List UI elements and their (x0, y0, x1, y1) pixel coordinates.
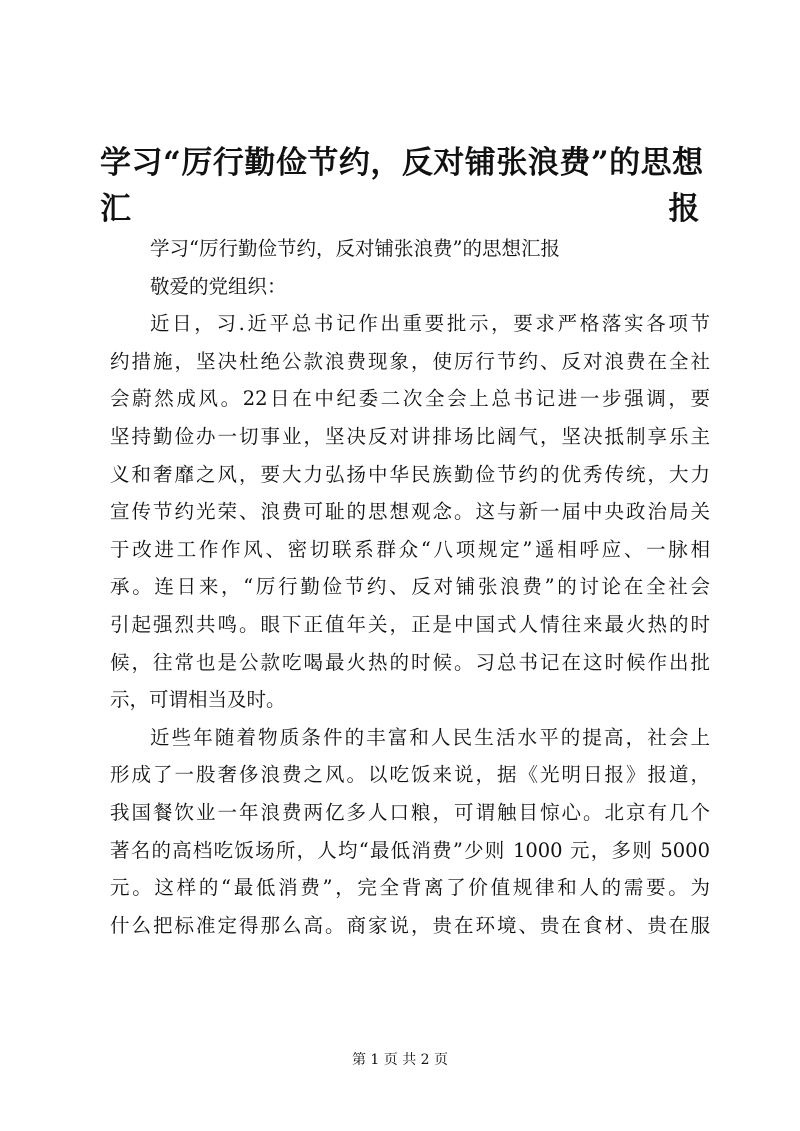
subtitle-line: 学习“厉行勤俭节约，反对铺张浪费”的思想汇报 (150, 237, 560, 260)
paragraph-line: 宣传节约光荣、浪费可耻的思想观念。这与新一届中央政治局关 (110, 500, 710, 524)
paragraph-line: 于改进工作作风、密切联系群众“八项规定”遥相呼应、一脉相 (110, 537, 710, 561)
paragraph-line: 会蔚然成风。22日在中纪委二次全会上总书记进一步强调，要 (110, 387, 710, 411)
paragraph-line: 近日，习.近平总书记作出重要批示，要求严格落实各项节 (150, 312, 710, 336)
paragraph-line: 什么把标准定得那么高。商家说，贵在环境、贵在食材、贵在服 (110, 913, 710, 937)
body-paragraph-1 (110, 305, 710, 719)
paragraph-line: 义和奢靡之风，要大力弘扬中华民族勤俭节约的优秀传统，大力 (110, 462, 710, 486)
title-line: 汇报 (100, 191, 700, 227)
title-line: 学习“厉行勤俭节约，反对铺张浪费”的思想 (100, 145, 704, 181)
paragraph-line: 候，往常也是公款吃喝最火热的时候。习总书记在这时候作出批 (110, 650, 710, 674)
paragraph-line: 近些年随着物质条件的丰富和人民生活水平的提高，社会上 (150, 725, 710, 749)
paragraph-line: 元。这样的“最低消费”，完全背离了价值规律和人的需要。为 (110, 876, 710, 900)
subtitle-paragraph (110, 230, 710, 268)
paragraph-line: 示，可谓相当及时。 (110, 688, 286, 712)
salutation-line: 敬爱的党组织： (150, 274, 287, 298)
paragraph-line: 形成了一股奢侈浪费之风。以吃饭来说，据《光明日报》报道， (110, 763, 710, 787)
paragraph-line: 坚持勤俭办一切事业，坚决反对讲排场比阔气，坚决抵制享乐主 (110, 424, 710, 448)
body-paragraph-2 (110, 719, 710, 945)
paragraph-line: 著名的高档吃饭场所，人均“最低消费”少则 1000 元，多则 5000 (110, 838, 710, 862)
document-title (100, 140, 704, 232)
document-body (110, 230, 710, 944)
paragraph-line: 承。连日来，“厉行勤俭节约、反对铺张浪费”的讨论在全社会 (110, 575, 710, 599)
salutation-paragraph (110, 268, 710, 306)
paragraph-line: 我国餐饮业一年浪费两亿多人口粮，可谓触目惊心。北京有几个 (110, 800, 710, 824)
paragraph-line: 约措施，坚决杜绝公款浪费现象，使厉行节约、反对浪费在全社 (110, 349, 710, 373)
page-footer (0, 1050, 800, 1070)
paragraph-line: 引起强烈共鸣。眼下正值年关，正是中国式人情往来最火热的时 (110, 612, 710, 636)
page-number: 第 1 页 共 2 页 (351, 1052, 449, 1068)
